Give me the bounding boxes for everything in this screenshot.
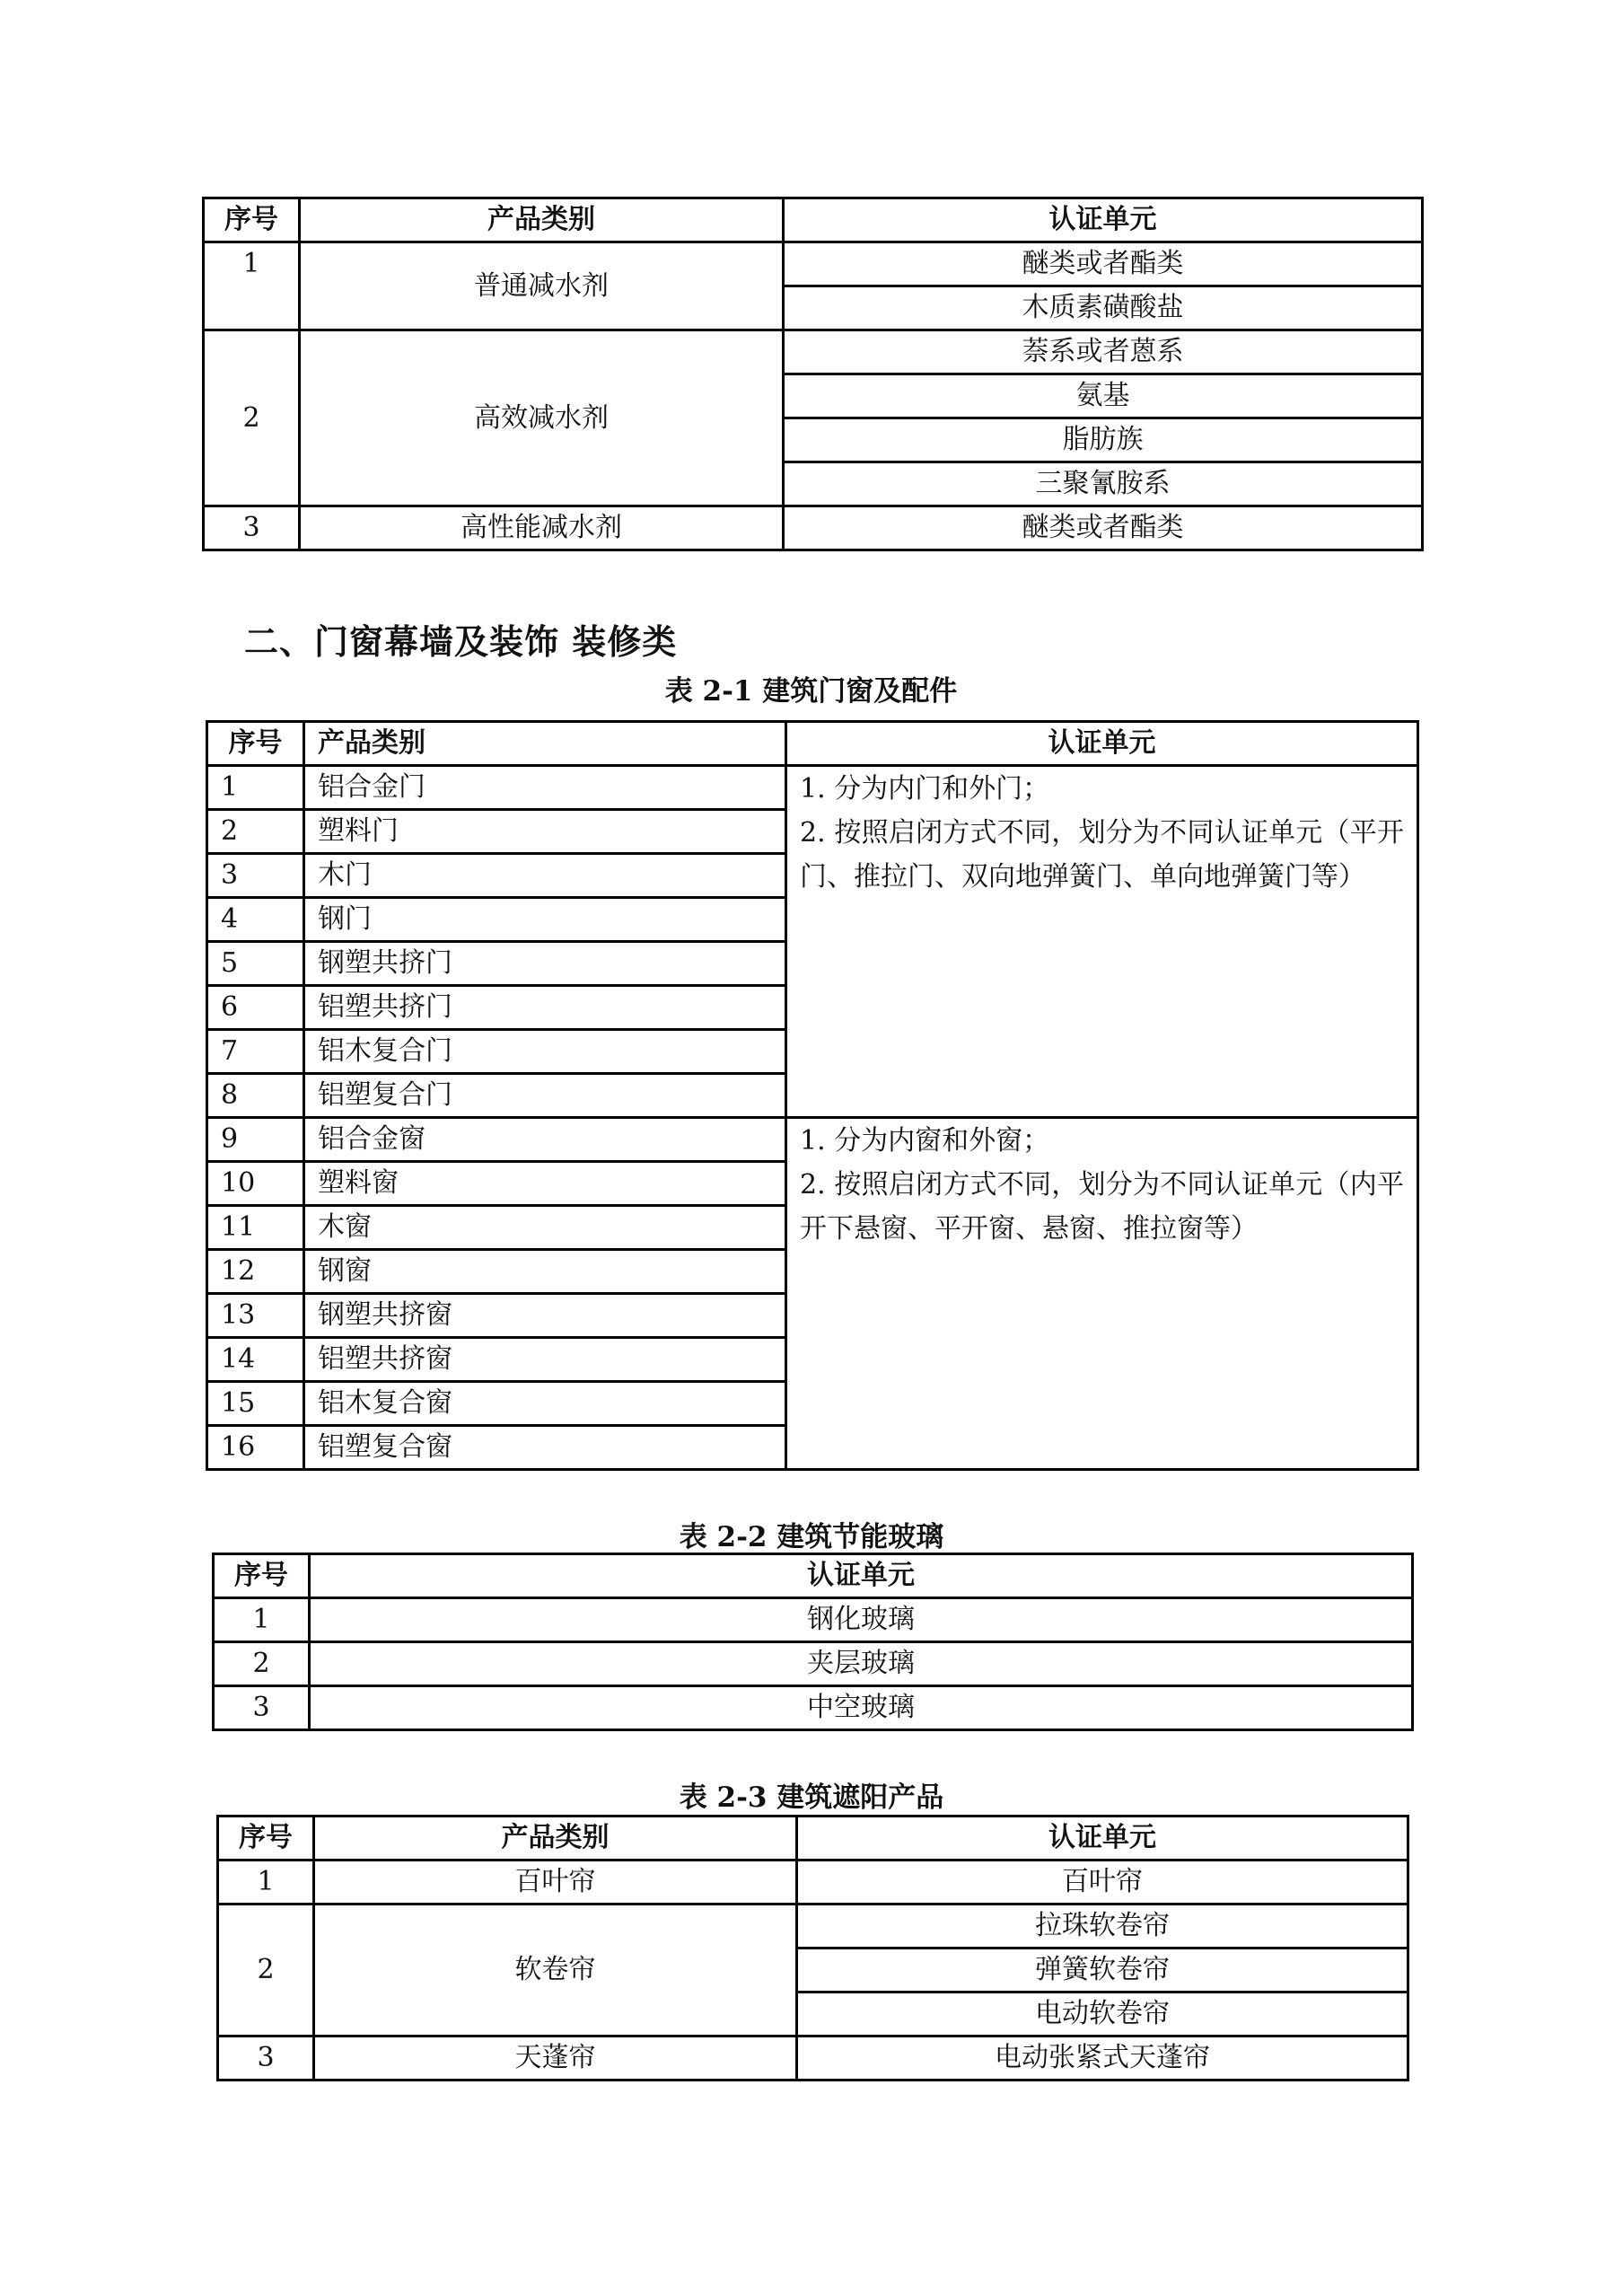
row-category: 铝塑复合门 <box>304 1074 786 1118</box>
row-category: 天蓬帘 <box>314 2036 797 2080</box>
row-no: 14 <box>207 1338 304 1382</box>
row-no: 10 <box>207 1162 304 1206</box>
row-unit: 萘系或者蒽系 <box>784 330 1423 374</box>
row-no: 9 <box>207 1118 304 1162</box>
row-no: 3 <box>218 2036 314 2080</box>
row-no: 12 <box>207 1250 304 1294</box>
table-header-row <box>207 722 1418 766</box>
row-category: 软卷帘 <box>314 1905 797 2036</box>
table-row <box>204 330 1423 374</box>
header-no: 序号 <box>214 1554 310 1598</box>
row-category: 塑料门 <box>304 810 786 854</box>
row-category: 铝塑复合窗 <box>304 1426 786 1470</box>
row-no: 1 <box>207 766 304 810</box>
row-no: 3 <box>214 1686 310 1730</box>
doors-windows-table <box>206 720 1419 1471</box>
table-row <box>218 1861 1408 1905</box>
row-no: 15 <box>207 1382 304 1426</box>
row-no: 6 <box>207 986 304 1030</box>
section-heading: 二、门窗幕墙及装饰 装修类 <box>244 621 678 662</box>
table-row <box>214 1686 1413 1730</box>
table-caption-2-3: 表 2-3 建筑遮阳产品 <box>679 1781 944 1814</box>
table-row <box>214 1598 1413 1642</box>
table-row <box>214 1642 1413 1686</box>
row-no: 5 <box>207 942 304 986</box>
header-category: 产品类别 <box>304 722 786 766</box>
row-no: 1 <box>218 1861 314 1905</box>
table-header-row <box>214 1554 1413 1598</box>
row-no: 13 <box>207 1294 304 1338</box>
header-no: 序号 <box>207 722 304 766</box>
unit-line: 2. 按照启闭方式不同，划分为不同认证单元（内平开下悬窗、平开窗、悬窗、推拉窗等） <box>800 1169 1404 1245</box>
header-unit: 认证单元 <box>797 1817 1408 1861</box>
table-caption-2-2: 表 2-2 建筑节能玻璃 <box>679 1521 944 1553</box>
table-row <box>207 1118 1418 1162</box>
table-row <box>218 1905 1408 1949</box>
row-category: 铝塑共挤窗 <box>304 1338 786 1382</box>
row-unit: 醚类或者酯类 <box>784 242 1423 286</box>
row-unit-description <box>786 766 1418 1118</box>
row-category: 钢塑共挤门 <box>304 942 786 986</box>
table-row <box>204 242 1423 286</box>
row-no: 4 <box>207 898 304 942</box>
row-category: 塑料窗 <box>304 1162 786 1206</box>
row-unit: 三聚氰胺系 <box>784 462 1423 506</box>
row-category: 铝木复合窗 <box>304 1382 786 1426</box>
row-no: 1 <box>204 242 300 330</box>
row-no: 1 <box>214 1598 310 1642</box>
row-category: 高效减水剂 <box>300 330 784 506</box>
row-no: 3 <box>207 854 304 898</box>
row-unit: 钢化玻璃 <box>310 1598 1413 1642</box>
row-unit: 醚类或者酯类 <box>784 506 1423 550</box>
row-no: 2 <box>218 1905 314 2036</box>
row-category: 木门 <box>304 854 786 898</box>
row-category: 钢窗 <box>304 1250 786 1294</box>
row-no: 2 <box>204 330 300 506</box>
water-reducer-table <box>202 197 1424 551</box>
row-no: 7 <box>207 1030 304 1074</box>
row-category: 钢塑共挤窗 <box>304 1294 786 1338</box>
table-row <box>218 2036 1408 2080</box>
header-category: 产品类别 <box>300 198 784 242</box>
header-unit: 认证单元 <box>786 722 1418 766</box>
table-caption-2-1: 表 2-1 建筑门窗及配件 <box>664 675 958 708</box>
row-category: 普通减水剂 <box>300 242 784 330</box>
row-unit: 夹层玻璃 <box>310 1642 1413 1686</box>
row-unit: 木质素磺酸盐 <box>784 286 1423 330</box>
row-category: 铝木复合门 <box>304 1030 786 1074</box>
header-unit: 认证单元 <box>784 198 1423 242</box>
unit-line: 1. 分为内窗和外窗； <box>800 1125 1050 1157</box>
row-no: 2 <box>207 810 304 854</box>
row-category: 百叶帘 <box>314 1861 797 1905</box>
row-unit: 氨基 <box>784 374 1423 418</box>
row-no: 2 <box>214 1642 310 1686</box>
table-row <box>207 766 1418 810</box>
row-unit: 电动张紧式天蓬帘 <box>797 2036 1408 2080</box>
row-unit: 中空玻璃 <box>310 1686 1413 1730</box>
row-category: 铝合金窗 <box>304 1118 786 1162</box>
row-unit: 弹簧软卷帘 <box>797 1949 1408 1993</box>
row-category: 钢门 <box>304 898 786 942</box>
table-row <box>204 506 1423 550</box>
row-no: 8 <box>207 1074 304 1118</box>
sunshade-table <box>216 1815 1409 2081</box>
row-category: 高性能减水剂 <box>300 506 784 550</box>
row-unit: 电动软卷帘 <box>797 1993 1408 2036</box>
row-unit: 脂肪族 <box>784 418 1423 462</box>
header-no: 序号 <box>204 198 300 242</box>
row-no: 16 <box>207 1426 304 1470</box>
row-unit: 拉珠软卷帘 <box>797 1905 1408 1949</box>
row-category: 铝塑共挤门 <box>304 986 786 1030</box>
glass-table <box>212 1553 1414 1731</box>
row-no: 3 <box>204 506 300 550</box>
header-category: 产品类别 <box>314 1817 797 1861</box>
row-no: 11 <box>207 1206 304 1250</box>
row-category: 木窗 <box>304 1206 786 1250</box>
row-category: 铝合金门 <box>304 766 786 810</box>
unit-line: 2. 按照启闭方式不同，划分为不同认证单元（平开门、推拉门、双向地弹簧门、单向地弹簧门等） <box>800 817 1404 893</box>
row-unit-description <box>786 1118 1418 1470</box>
header-unit: 认证单元 <box>310 1554 1413 1598</box>
table-header-row <box>204 198 1423 242</box>
table-header-row <box>218 1817 1408 1861</box>
unit-line: 1. 分为内门和外门； <box>800 773 1050 805</box>
header-no: 序号 <box>218 1817 314 1861</box>
row-unit: 百叶帘 <box>797 1861 1408 1905</box>
